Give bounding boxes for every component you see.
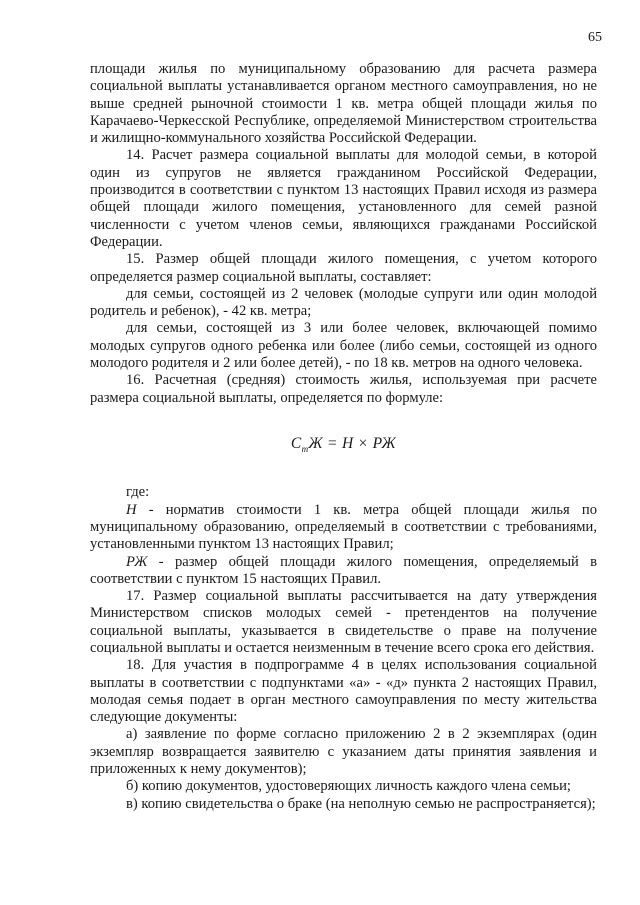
term-rzh: РЖ — [126, 553, 148, 570]
page-number: 65 — [588, 30, 602, 45]
term-n: Н — [126, 501, 137, 518]
paragraph-16: 16. Расчетная (средняя) стоимость жилья, используемая при расчете размера социальной выплаты, определяется по формуле: — [90, 372, 597, 406]
paragraph-18-item-v: в) копию свидетельства о браке (на неполную семью не распространяется); — [126, 795, 596, 812]
paragraph-15: 15. Размер общей площади жилого помещения, с учетом которого определяется размер социальной выплаты, составляет: — [90, 251, 597, 285]
formula-rest: Ж = Н × РЖ — [308, 434, 397, 452]
formula-c: С — [290, 434, 302, 452]
paragraph-15-item-1: для семьи, состоящей из 2 человек (молодые супруги или один молодой родитель и ребенок), - 42 кв. метра; — [90, 285, 597, 320]
formula-where: где: — [126, 484, 150, 501]
cost-formula — [90, 435, 597, 458]
paragraph-15-item-2: для семьи, состоящей из 3 или более человек, включающей помимо молодых супругов одного ребенка или более (либо семьи, состоящей из одного молодого родителя и 2 или более детей), - по 18 кв. метров на одного человека. — [90, 320, 597, 372]
definition-rzh — [90, 554, 597, 589]
paragraph-18: 18. Для участия в подпрограмме 4 в целях использования социальной выплаты в соответствии с подпунктами «а» - «д» пункта 2 настоящих Правил, молодая семья подает в орган местного самоуправления по месту жительства следующие документы: — [90, 657, 597, 726]
paragraph-18-item-b: б) копию документов, удостоверяющих личность каждого члена семьи; — [126, 778, 571, 795]
definition-n — [90, 502, 597, 554]
paragraph-continuation: площади жилья по муниципальному образованию для расчета размера социальной выплаты устанавливается органом местного самоуправления, но не выше средней рыночной стоимости 1 кв. метра общей площади жилья по Карачаево-Черкесской Республике, определяемой Министерством строительства и жилищно-коммунального хозяйства Российской Федерации. — [90, 61, 597, 147]
paragraph-18-item-a: а) заявление по форме согласно приложению 2 в 2 экземплярах (один экземпляр возвращается заявителю с указанием даты принятия заявления и приложенных к нему документов); — [90, 726, 597, 778]
paragraph-17: 17. Размер социальной выплаты рассчитывается на дату утверждения Министерством списков молодых семей - претендентов на получение социальной выплаты, указывается в свидетельстве о праве на получение социальной выплаты и остается неизменным в течение всего срока его действия. — [90, 588, 597, 656]
document-body — [90, 61, 597, 813]
definition-n-text: - норматив стоимости 1 кв. метра общей площади жилья по муниципальному образованию, определяемый в соответствии с требованиями, установленными пунктом 13 настоящих Правил; — [90, 501, 597, 553]
paragraph-14: 14. Расчет размера социальной выплаты для молодой семьи, в которой один из супругов не является гражданином Российской Федерации, производится в соответствии с пунктом 13 настоящих Правил исходя из размера общей площади жилого помещения, установленного для семей разной численности с учетом членов семьи, являющихся гражданами Российской Федерации. — [90, 147, 597, 250]
formula-subscript: т — [301, 444, 309, 455]
definition-rzh-text: - размер общей площади жилого помещения, определяемый в соответствии с пунктом 15 настоящих Правил. — [90, 553, 597, 587]
